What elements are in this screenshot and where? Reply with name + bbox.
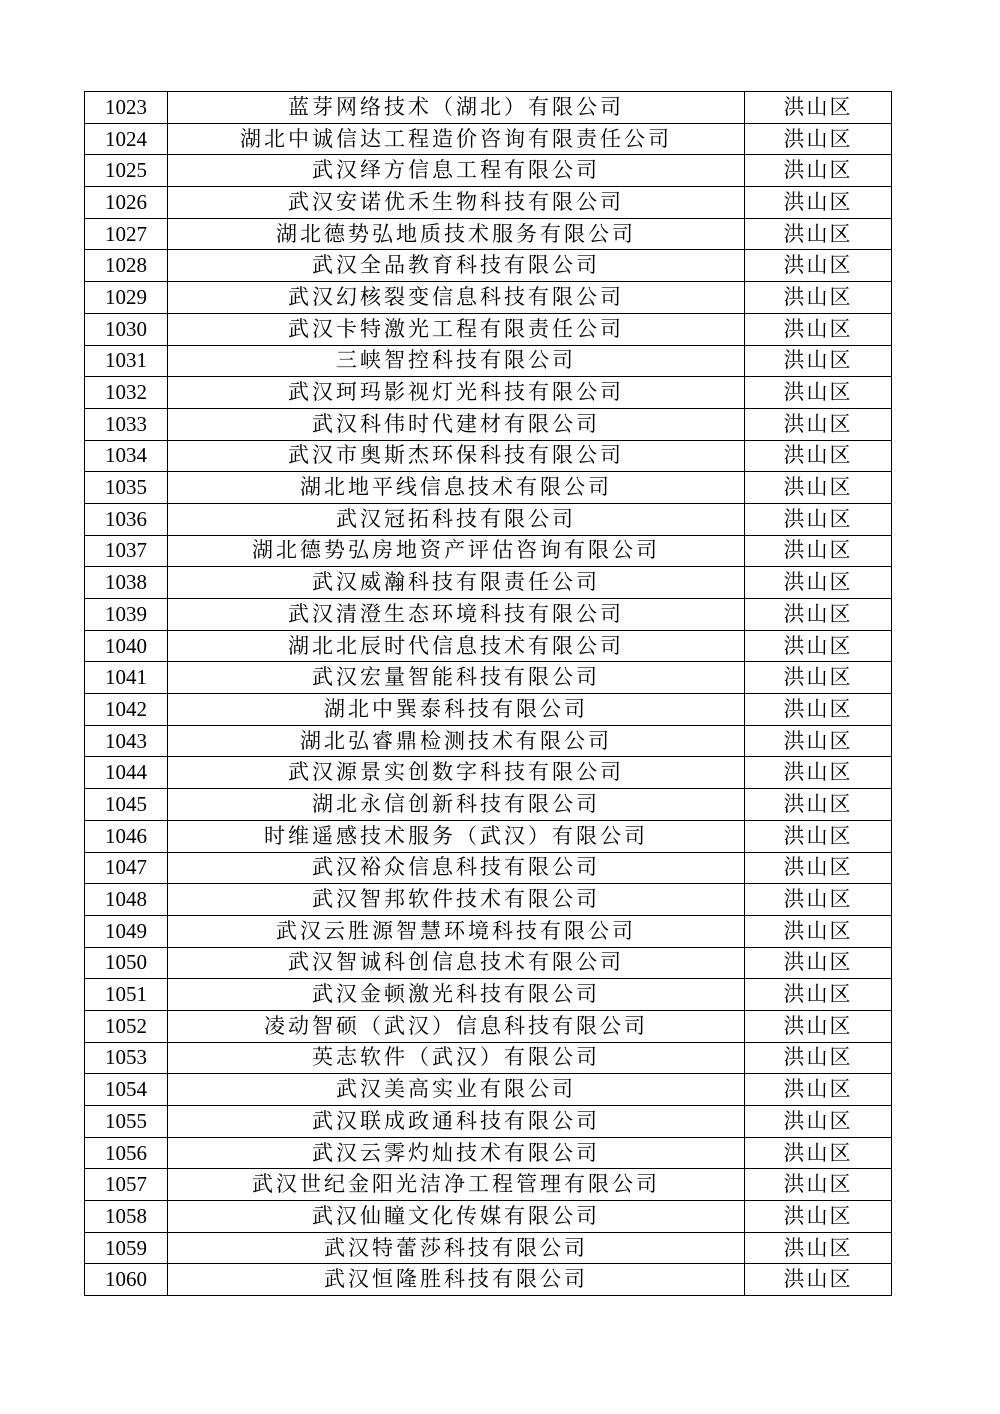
company-name-cell: 湖北弘睿鼎检测技术有限公司 bbox=[168, 725, 745, 757]
district-cell: 洪山区 bbox=[745, 1137, 892, 1169]
district-cell: 洪山区 bbox=[745, 1169, 892, 1201]
row-number-cell: 1052 bbox=[85, 1010, 168, 1042]
company-name-cell: 武汉云霁灼灿技术有限公司 bbox=[168, 1137, 745, 1169]
table-row bbox=[85, 1137, 892, 1169]
row-number-cell: 1050 bbox=[85, 947, 168, 979]
row-number-cell: 1047 bbox=[85, 852, 168, 884]
district-cell: 洪山区 bbox=[745, 408, 892, 440]
company-name-cell: 武汉幻核裂变信息科技有限公司 bbox=[168, 282, 745, 314]
company-name-cell: 武汉智邦软件技术有限公司 bbox=[168, 884, 745, 916]
district-cell: 洪山区 bbox=[745, 472, 892, 504]
district-cell: 洪山区 bbox=[745, 979, 892, 1011]
table-row bbox=[85, 1232, 892, 1264]
company-name-cell: 蓝芽网络技术（湖北）有限公司 bbox=[168, 92, 745, 124]
company-name-cell: 三峡智控科技有限公司 bbox=[168, 345, 745, 377]
row-number-cell: 1027 bbox=[85, 218, 168, 250]
district-cell: 洪山区 bbox=[745, 1010, 892, 1042]
company-name-cell: 凌动智硕（武汉）信息科技有限公司 bbox=[168, 1010, 745, 1042]
company-name-cell: 武汉云胜源智慧环境科技有限公司 bbox=[168, 915, 745, 947]
company-name-cell: 时维遥感技术服务（武汉）有限公司 bbox=[168, 820, 745, 852]
table-row bbox=[85, 567, 892, 599]
row-number-cell: 1044 bbox=[85, 757, 168, 789]
row-number-cell: 1032 bbox=[85, 377, 168, 409]
row-number-cell: 1033 bbox=[85, 408, 168, 440]
company-name-cell: 武汉仙瞳文化传媒有限公司 bbox=[168, 1201, 745, 1233]
table-row bbox=[85, 757, 892, 789]
row-number-cell: 1045 bbox=[85, 789, 168, 821]
table-row bbox=[85, 1169, 892, 1201]
table-row bbox=[85, 218, 892, 250]
district-cell: 洪山区 bbox=[745, 155, 892, 187]
company-name-cell: 湖北永信创新科技有限公司 bbox=[168, 789, 745, 821]
district-cell: 洪山区 bbox=[745, 915, 892, 947]
company-name-cell: 武汉全品教育科技有限公司 bbox=[168, 250, 745, 282]
district-cell: 洪山区 bbox=[745, 567, 892, 599]
row-number-cell: 1024 bbox=[85, 123, 168, 155]
row-number-cell: 1037 bbox=[85, 535, 168, 567]
table-row bbox=[85, 599, 892, 631]
table-row bbox=[85, 1106, 892, 1138]
district-cell: 洪山区 bbox=[745, 947, 892, 979]
district-cell: 洪山区 bbox=[745, 1074, 892, 1106]
table-row bbox=[85, 313, 892, 345]
district-cell: 洪山区 bbox=[745, 1201, 892, 1233]
table-row bbox=[85, 947, 892, 979]
table-row bbox=[85, 884, 892, 916]
district-cell: 洪山区 bbox=[745, 218, 892, 250]
district-cell: 洪山区 bbox=[745, 789, 892, 821]
table-row bbox=[85, 472, 892, 504]
table-row bbox=[85, 377, 892, 409]
table-row bbox=[85, 155, 892, 187]
company-name-cell: 武汉源景实创数字科技有限公司 bbox=[168, 757, 745, 789]
row-number-cell: 1057 bbox=[85, 1169, 168, 1201]
row-number-cell: 1053 bbox=[85, 1042, 168, 1074]
row-number-cell: 1051 bbox=[85, 979, 168, 1011]
district-cell: 洪山区 bbox=[745, 599, 892, 631]
company-name-cell: 武汉绎方信息工程有限公司 bbox=[168, 155, 745, 187]
table-row bbox=[85, 345, 892, 377]
row-number-cell: 1039 bbox=[85, 599, 168, 631]
row-number-cell: 1056 bbox=[85, 1137, 168, 1169]
district-cell: 洪山区 bbox=[745, 377, 892, 409]
company-name-cell: 湖北中巽泰科技有限公司 bbox=[168, 694, 745, 726]
row-number-cell: 1036 bbox=[85, 503, 168, 535]
table-row bbox=[85, 852, 892, 884]
row-number-cell: 1023 bbox=[85, 92, 168, 124]
row-number-cell: 1060 bbox=[85, 1264, 168, 1296]
company-name-cell: 武汉金顿激光科技有限公司 bbox=[168, 979, 745, 1011]
district-cell: 洪山区 bbox=[745, 345, 892, 377]
company-name-cell: 武汉恒隆胜科技有限公司 bbox=[168, 1264, 745, 1296]
district-cell: 洪山区 bbox=[745, 662, 892, 694]
row-number-cell: 1048 bbox=[85, 884, 168, 916]
district-cell: 洪山区 bbox=[745, 250, 892, 282]
district-cell: 洪山区 bbox=[745, 1232, 892, 1264]
table-row bbox=[85, 1201, 892, 1233]
table-row bbox=[85, 1010, 892, 1042]
table-row bbox=[85, 694, 892, 726]
table-row bbox=[85, 187, 892, 219]
district-cell: 洪山区 bbox=[745, 282, 892, 314]
table-row bbox=[85, 725, 892, 757]
row-number-cell: 1035 bbox=[85, 472, 168, 504]
row-number-cell: 1049 bbox=[85, 915, 168, 947]
row-number-cell: 1040 bbox=[85, 630, 168, 662]
table-row bbox=[85, 440, 892, 472]
table-row bbox=[85, 1042, 892, 1074]
district-cell: 洪山区 bbox=[745, 440, 892, 472]
company-name-cell: 湖北德势弘地质技术服务有限公司 bbox=[168, 218, 745, 250]
district-cell: 洪山区 bbox=[745, 123, 892, 155]
district-cell: 洪山区 bbox=[745, 92, 892, 124]
row-number-cell: 1025 bbox=[85, 155, 168, 187]
company-name-cell: 湖北地平线信息技术有限公司 bbox=[168, 472, 745, 504]
row-number-cell: 1054 bbox=[85, 1074, 168, 1106]
district-cell: 洪山区 bbox=[745, 852, 892, 884]
company-name-cell: 武汉特蕾莎科技有限公司 bbox=[168, 1232, 745, 1264]
row-number-cell: 1059 bbox=[85, 1232, 168, 1264]
table-row bbox=[85, 789, 892, 821]
table-row bbox=[85, 630, 892, 662]
row-number-cell: 1029 bbox=[85, 282, 168, 314]
table-row bbox=[85, 535, 892, 567]
district-cell: 洪山区 bbox=[745, 630, 892, 662]
row-number-cell: 1030 bbox=[85, 313, 168, 345]
district-cell: 洪山区 bbox=[745, 757, 892, 789]
company-name-cell: 武汉世纪金阳光洁净工程管理有限公司 bbox=[168, 1169, 745, 1201]
company-name-cell: 武汉清澄生态环境科技有限公司 bbox=[168, 599, 745, 631]
company-name-cell: 湖北中诚信达工程造价咨询有限责任公司 bbox=[168, 123, 745, 155]
company-name-cell: 武汉联成政通科技有限公司 bbox=[168, 1106, 745, 1138]
table-row bbox=[85, 1264, 892, 1296]
row-number-cell: 1041 bbox=[85, 662, 168, 694]
district-cell: 洪山区 bbox=[745, 313, 892, 345]
district-cell: 洪山区 bbox=[745, 535, 892, 567]
company-name-cell: 武汉冠拓科技有限公司 bbox=[168, 503, 745, 535]
table-row bbox=[85, 915, 892, 947]
company-name-cell: 湖北德势弘房地资产评估咨询有限公司 bbox=[168, 535, 745, 567]
table-row bbox=[85, 123, 892, 155]
company-name-cell: 武汉裕众信息科技有限公司 bbox=[168, 852, 745, 884]
company-name-cell: 武汉科伟时代建材有限公司 bbox=[168, 408, 745, 440]
row-number-cell: 1058 bbox=[85, 1201, 168, 1233]
company-name-cell: 武汉宏量智能科技有限公司 bbox=[168, 662, 745, 694]
district-cell: 洪山区 bbox=[745, 1264, 892, 1296]
table-row bbox=[85, 92, 892, 124]
table-row bbox=[85, 979, 892, 1011]
row-number-cell: 1034 bbox=[85, 440, 168, 472]
row-number-cell: 1038 bbox=[85, 567, 168, 599]
table-row bbox=[85, 503, 892, 535]
row-number-cell: 1042 bbox=[85, 694, 168, 726]
district-cell: 洪山区 bbox=[745, 187, 892, 219]
district-cell: 洪山区 bbox=[745, 1042, 892, 1074]
company-name-cell: 武汉市奥斯杰环保科技有限公司 bbox=[168, 440, 745, 472]
row-number-cell: 1055 bbox=[85, 1106, 168, 1138]
district-cell: 洪山区 bbox=[745, 503, 892, 535]
company-name-cell: 武汉智诚科创信息技术有限公司 bbox=[168, 947, 745, 979]
company-name-cell: 武汉珂玛影视灯光科技有限公司 bbox=[168, 377, 745, 409]
row-number-cell: 1046 bbox=[85, 820, 168, 852]
district-cell: 洪山区 bbox=[745, 884, 892, 916]
table-row bbox=[85, 662, 892, 694]
row-number-cell: 1031 bbox=[85, 345, 168, 377]
table-row bbox=[85, 1074, 892, 1106]
district-cell: 洪山区 bbox=[745, 725, 892, 757]
company-name-cell: 武汉安诺优禾生物科技有限公司 bbox=[168, 187, 745, 219]
table-row bbox=[85, 282, 892, 314]
district-cell: 洪山区 bbox=[745, 820, 892, 852]
row-number-cell: 1026 bbox=[85, 187, 168, 219]
table-row bbox=[85, 408, 892, 440]
company-name-cell: 湖北北辰时代信息技术有限公司 bbox=[168, 630, 745, 662]
company-name-cell: 武汉美高实业有限公司 bbox=[168, 1074, 745, 1106]
company-name-cell: 英志软件（武汉）有限公司 bbox=[168, 1042, 745, 1074]
district-cell: 洪山区 bbox=[745, 694, 892, 726]
row-number-cell: 1028 bbox=[85, 250, 168, 282]
company-name-cell: 武汉威瀚科技有限责任公司 bbox=[168, 567, 745, 599]
company-list-table bbox=[84, 91, 892, 1296]
company-list-body bbox=[85, 92, 892, 1296]
district-cell: 洪山区 bbox=[745, 1106, 892, 1138]
company-name-cell: 武汉卡特激光工程有限责任公司 bbox=[168, 313, 745, 345]
table-row bbox=[85, 250, 892, 282]
row-number-cell: 1043 bbox=[85, 725, 168, 757]
table-row bbox=[85, 820, 892, 852]
